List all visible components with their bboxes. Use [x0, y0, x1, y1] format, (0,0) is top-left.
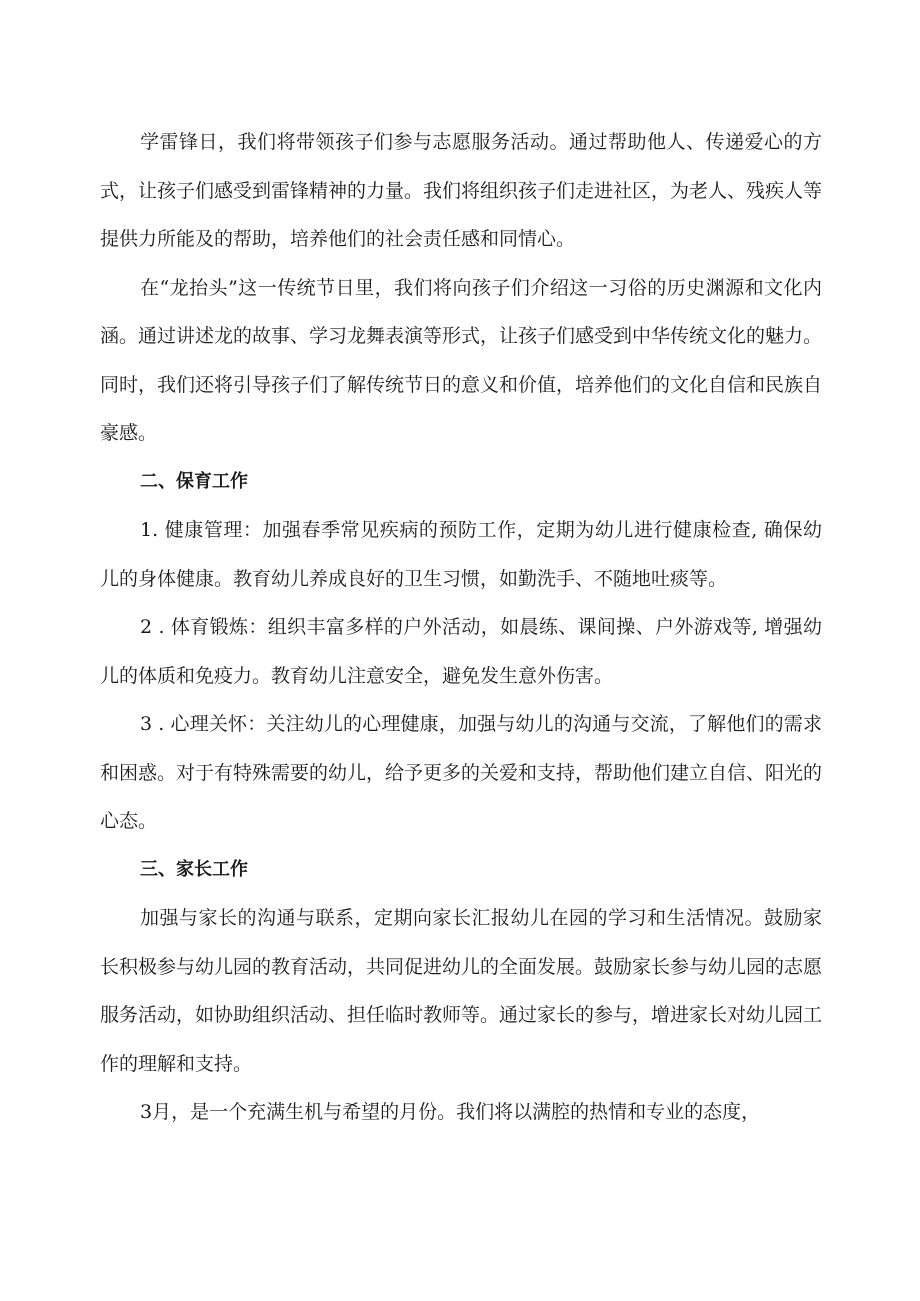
paragraph-lei-feng-day: 学雷锋日，我们将带领孩子们参与志愿服务活动。通过帮助他人、传递爱心的方式，让孩子们感受到雷锋精神的力量。我们将组织孩子们走进社区，为老人、残疾人等提供力所能及的帮助，培养他们的社会责任感和同情心。	[100, 131, 823, 250]
paragraph-health-management: 1. 健康管理：加强春季常见疾病的预防工作，定期为幼儿进行健康检查, 确保幼儿的身体健康。教育幼儿养成良好的卫生习惯，如勤洗手、不随地吐痰等。	[100, 519, 822, 590]
paragraph-psychological-care: 3 . 心理关怀：关注幼儿的心理健康，加强与幼儿的沟通与交流，了解他们的需求和困惑。对于有特殊需要的幼儿，给予更多的关爱和支持，帮助他们建立自信、阳光的心态。	[100, 713, 823, 832]
paragraph-parent-communication: 加强与家长的沟通与联系，定期向家长汇报幼儿在园的学习和生活情况。鼓励家长积极参与幼儿园的教育活动，共同促进幼儿的全面发展。鼓励家长参与幼儿园的志愿服务活动，如协助组织活动、担任临时教师等。通过家长的参与，增进家长对幼儿园工作的理解和支持。	[100, 907, 823, 1075]
section-heading-parent-work: 三、家长工作	[140, 858, 248, 880]
paragraph-dragon-head-festival: 在“龙抬头”这一传统节日里，我们将向孩子们介绍这一习俗的历史渊源和文化内涵。通过讲述龙的故事、学习龙舞表演等形式，让孩子们感受到中华传统文化的魅力。同时，我们还将引导孩子们了解传统节日的意义和价值，培养他们的文化自信和民族自豪感。	[100, 276, 823, 444]
paragraph-march-closing: 3月，是一个充满生机与希望的月份。我们将以满腔的热情和专业的态度，	[140, 1101, 761, 1123]
document-body	[100, 118, 822, 1137]
section-heading-childcare: 二、保育工作	[140, 470, 248, 492]
paragraph-physical-exercise: 2 . 体育锻炼：组织丰富多样的户外活动，如晨练、课间操、户外游戏等, 增强幼儿的体质和免疫力。教育幼儿注意安全，避免发生意外伤害。	[100, 616, 822, 687]
